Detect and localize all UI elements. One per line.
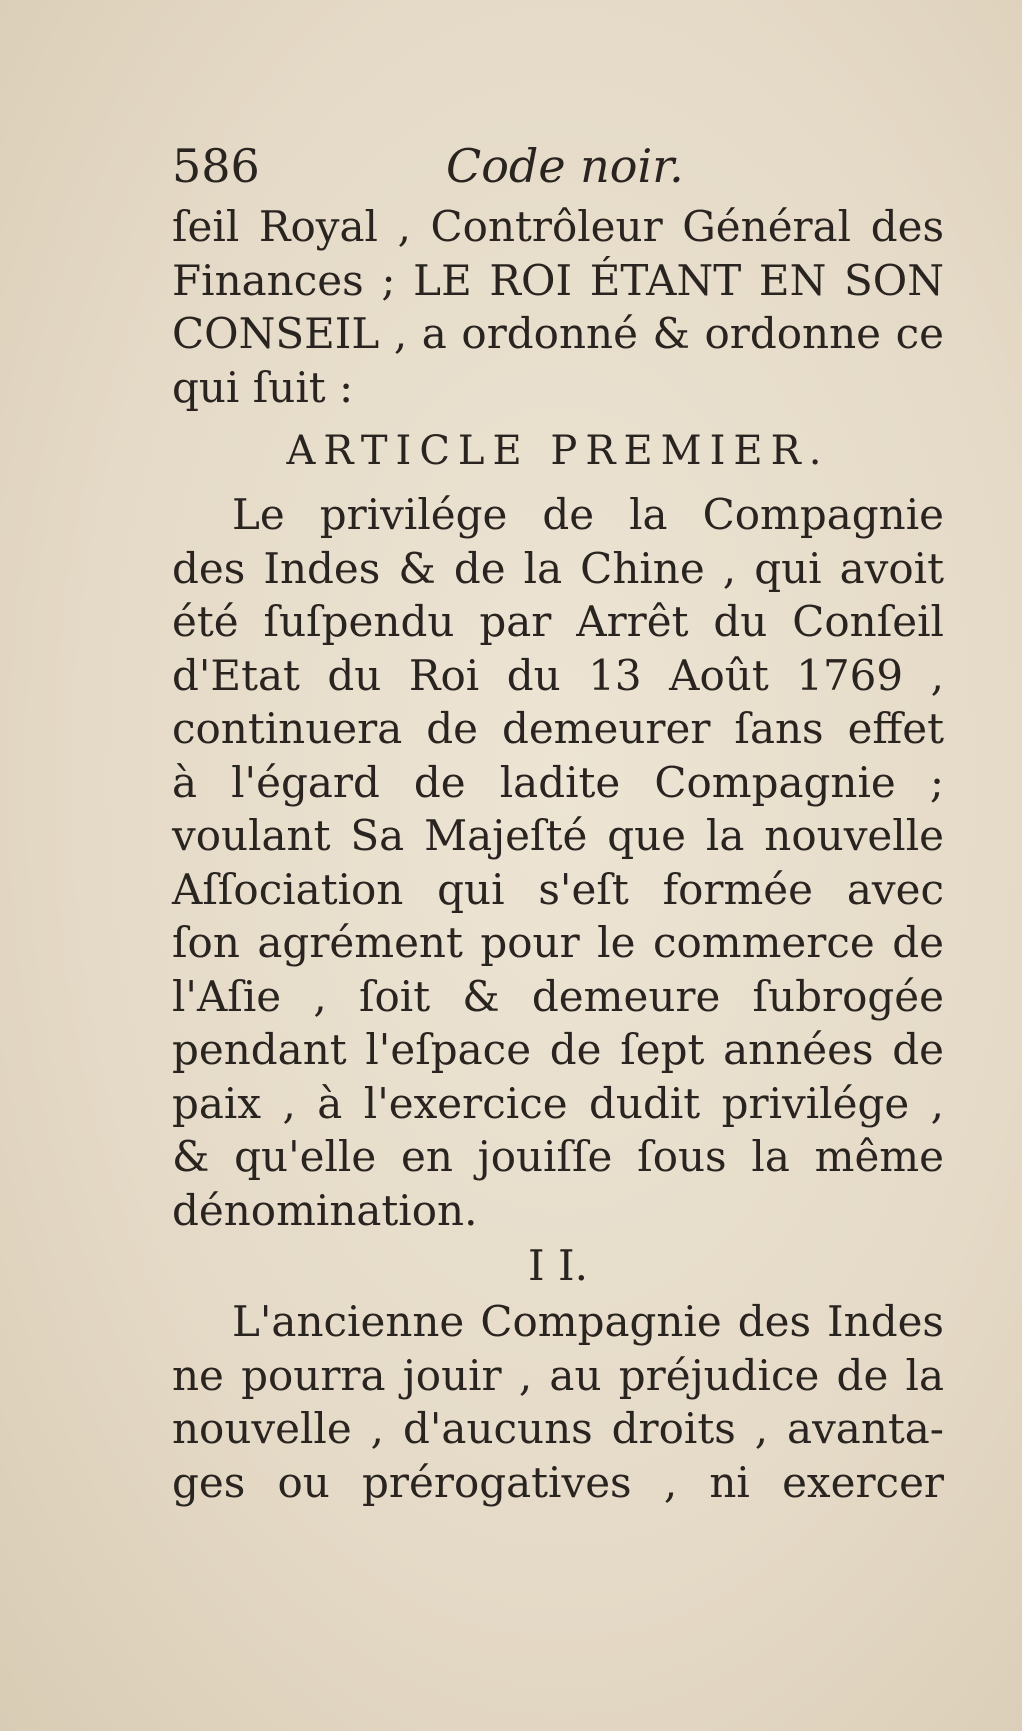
text-line: à l'égard de ladite Compagnie ; <box>172 757 944 807</box>
text-line: ne pourra jouir , au préjudice de la <box>172 1350 944 1400</box>
text-line: paix , à l'exercice dudit privilége , <box>172 1078 944 1128</box>
article-heading: ARTICLE PREMIER. <box>286 428 830 474</box>
text-line: L'ancienne Compagnie des Indes <box>232 1297 944 1346</box>
text-line: Le privilége de la Compagnie <box>232 490 944 539</box>
text-line: pendant l'eſpace de ſept années de <box>172 1025 944 1074</box>
running-title: Code noir. <box>446 139 684 193</box>
article-numeral: I I. <box>528 1241 588 1290</box>
intro-paragraph <box>172 200 944 414</box>
text-line: qui ſuit : <box>172 362 354 412</box>
text-line: & qu'elle en jouiſſe ſous la même <box>172 1132 944 1181</box>
text-line: ſon agrément pour le commerce de <box>172 918 944 967</box>
text-line: l'Aſie , ſoit & demeure ſubrogée <box>172 971 944 1021</box>
text-line: des Indes & de la Chine , qui avoit <box>172 543 944 593</box>
text-line: ges ou prérogatives , ni exercer <box>172 1457 944 1507</box>
text-line: d'Etat du Roi du 13 Août 1769 , <box>172 650 944 700</box>
text-column <box>172 138 944 1509</box>
text-line: ſeil Royal , Contrôleur Général des <box>172 202 944 251</box>
text-line: Aſſociation qui s'eſt formée avec <box>172 864 944 914</box>
running-head <box>172 138 944 200</box>
text-line: Finances ; LE ROI ÉTANT EN SON <box>172 255 944 305</box>
text-line: été ſuſpendu par Arrêt du Conſeil <box>172 597 944 646</box>
text-line: continuera de demeurer ſans effet <box>172 704 944 753</box>
article-2-paragraph <box>172 1295 944 1509</box>
article-1-paragraph <box>172 488 944 1237</box>
page-number: 586 <box>172 139 260 193</box>
text-line: CONSEIL , a ordonné & ordonne ce <box>172 309 944 358</box>
text-line: nouvelle , d'aucuns droits , avanta- <box>172 1404 944 1453</box>
text-line: voulant Sa Majeſté que la nouvelle <box>172 811 944 860</box>
text-line: dénomination. <box>172 1185 478 1235</box>
